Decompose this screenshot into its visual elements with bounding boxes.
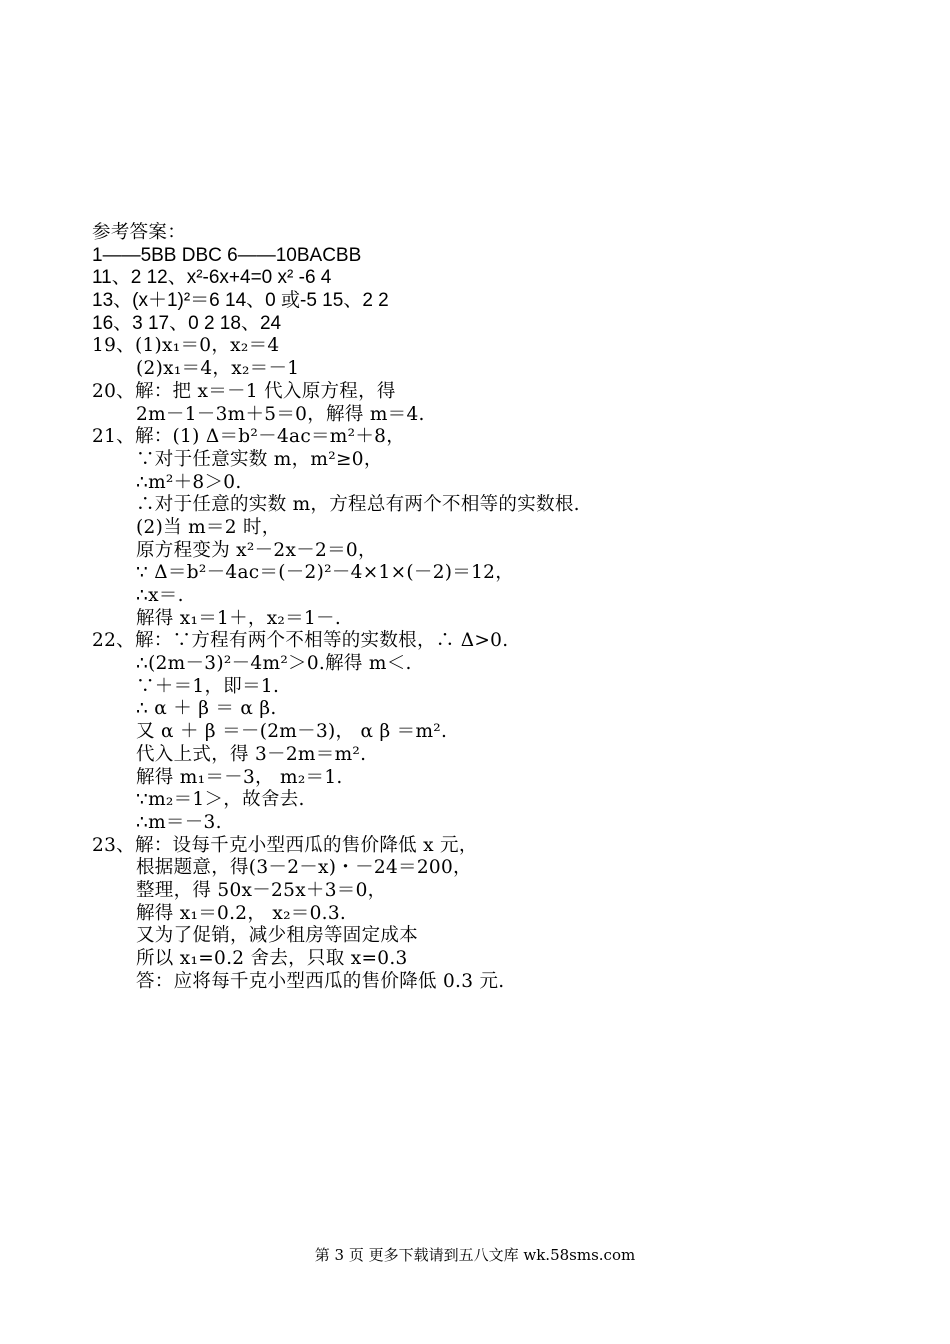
solution-line: 23、解：设每千克小型西瓜的售价降低 x 元，: [92, 834, 478, 856]
solution-line: 所以 x₁=0.2 舍去，只取 x=0.3: [136, 948, 408, 969]
solution-line: 答：应将每千克小型西瓜的售价降低 0.3 元.: [136, 970, 505, 992]
solution-line: 根据题意，得(3－2－x)・－24＝200，: [136, 857, 472, 879]
solution-line: 又为了促销，减少租房等固定成本: [136, 925, 419, 947]
solution-line: 22、解：∵方程有两个不相等的实数根，∴ Δ>0.: [92, 630, 509, 652]
solution-line: ∵ Δ＝b²－4ac＝(－2)²－4×1×(－2)＝12，: [136, 562, 515, 584]
answer-line: 11、2 12、x²-6x+4=0 x² -6 4: [92, 267, 332, 289]
solution-line: ∴m＝－3.: [136, 811, 222, 833]
answer-line: 13、(x＋1)²＝6 14、0 或-5 15、2 2: [92, 290, 389, 312]
solution-line: 又 α ＋ β ＝－(2m－3)， α β ＝m².: [136, 721, 448, 743]
solution-line: 解得 x₁＝0.2， x₂＝0.3.: [136, 902, 347, 924]
section-title: 参考答案：: [92, 222, 187, 243]
solution-line: ∴x＝.: [136, 585, 184, 606]
solution-line: 21、解：(1) Δ＝b²－4ac＝m²＋8，: [92, 426, 406, 448]
solution-line: ∵m₂＝1＞，故舍去.: [136, 789, 305, 811]
answer-line: 1——5BB DBC 6——10BACBB: [92, 244, 362, 266]
solution-line: 20、解：把 x＝－1 代入原方程，得: [92, 380, 396, 402]
solution-line: ∵＋＝1，即＝1.: [136, 675, 280, 697]
solution-line: ∵对于任意实数 m，m²≥0，: [136, 448, 383, 470]
solution-line: 解得 m₁＝－3， m₂＝1.: [136, 766, 343, 788]
answer-content: [92, 222, 892, 993]
solution-line: 解得 x₁＝1＋，x₂＝1－.: [136, 607, 342, 629]
solution-line: 19、(1)x₁＝0，x₂＝4: [92, 335, 280, 357]
solution-line: (2)当 m＝2 时，: [136, 516, 281, 538]
solution-line: (2)x₁＝4，x₂＝－1: [136, 358, 300, 380]
solution-line: ∴(2m－3)²－4m²＞0.解得 m＜.: [136, 653, 412, 675]
solution-line: 代入上式，得 3－2m＝m².: [136, 743, 367, 765]
answer-line: 16、3 17、0 2 18、24: [92, 312, 282, 334]
solution-line: ∴ α ＋ β ＝ α β.: [136, 698, 277, 720]
solution-line: 整理，得 50x－25x＋3＝0，: [136, 879, 387, 901]
page-footer: 第 3 页 更多下载请到五八文库 wk.58sms.com: [314, 1246, 636, 1264]
solutions-block: [92, 335, 892, 993]
solution-line: ∴对于任意的实数 m，方程总有两个不相等的实数根.: [136, 494, 580, 516]
solution-line: ∴m²＋8＞0.: [136, 471, 242, 493]
solution-line: 原方程变为 x²－2x－2＝0，: [136, 539, 377, 561]
solution-line: 2m－1－3m＋5＝0，解得 m＝4.: [136, 403, 425, 425]
